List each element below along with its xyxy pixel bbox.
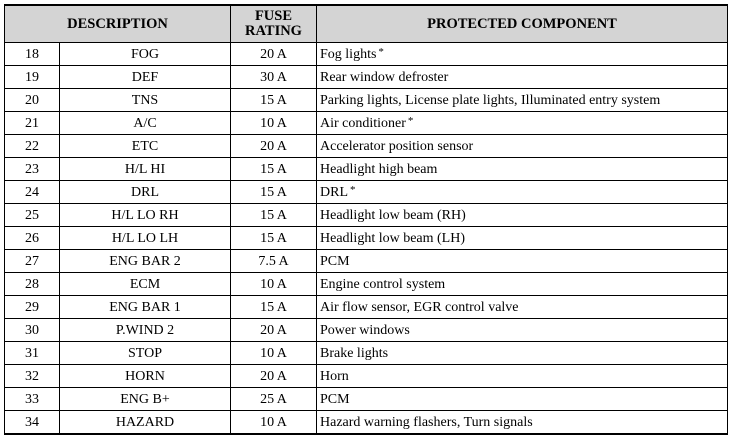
fuse-number-cell: 33 <box>5 388 60 411</box>
protected-component-cell <box>317 273 728 296</box>
protected-component-cell <box>317 365 728 388</box>
fuse-description-cell: ENG BAR 1 <box>60 296 231 319</box>
fuse-number-cell: 18 <box>5 43 60 66</box>
protected-component-text: Hazard warning flashers, Turn signals <box>320 414 533 430</box>
header-description: DESCRIPTION <box>5 5 231 43</box>
table-row <box>5 365 728 388</box>
fuse-rating-cell: 15 A <box>231 89 317 112</box>
table-body <box>5 43 728 435</box>
table-row <box>5 273 728 296</box>
fuse-rating-cell: 15 A <box>231 204 317 227</box>
protected-component-cell <box>317 342 728 365</box>
fuse-number-cell: 30 <box>5 319 60 342</box>
table-row <box>5 204 728 227</box>
table-row <box>5 66 728 89</box>
protected-component-text: Fog lights <box>320 46 377 62</box>
table-row <box>5 227 728 250</box>
table-row <box>5 43 728 66</box>
table-row <box>5 181 728 204</box>
protected-component-text: Horn <box>320 368 349 384</box>
footnote-asterisk: * <box>407 114 414 127</box>
protected-component-text: Air conditioner <box>320 115 406 131</box>
protected-component-text: Rear window defroster <box>320 69 449 85</box>
fuse-rating-cell: 10 A <box>231 411 317 435</box>
fuse-number-cell: 31 <box>5 342 60 365</box>
fuse-description-cell: HORN <box>60 365 231 388</box>
protected-component-cell <box>317 135 728 158</box>
fuse-number-cell: 19 <box>5 66 60 89</box>
fuse-description-cell: H/L LO LH <box>60 227 231 250</box>
protected-component-text: Engine control system <box>320 276 446 292</box>
protected-component-cell <box>317 158 728 181</box>
protected-component-text: Headlight high beam <box>320 161 438 177</box>
fuse-description-cell: HAZARD <box>60 411 231 435</box>
fuse-description-cell: FOG <box>60 43 231 66</box>
protected-component-cell <box>317 181 728 204</box>
table-row <box>5 158 728 181</box>
fuse-rating-cell: 15 A <box>231 227 317 250</box>
fuse-table <box>4 4 728 435</box>
table-row <box>5 89 728 112</box>
protected-component-text: Power windows <box>320 322 410 338</box>
fuse-description-cell: ENG BAR 2 <box>60 250 231 273</box>
table-header <box>5 5 728 43</box>
protected-component-text: Headlight low beam (RH) <box>320 207 466 223</box>
fuse-description-cell: H/L LO RH <box>60 204 231 227</box>
fuse-number-cell: 27 <box>5 250 60 273</box>
table-row <box>5 135 728 158</box>
header-protected-component: PROTECTED COMPONENT <box>317 5 728 43</box>
table-row <box>5 112 728 135</box>
fuse-description-cell: A/C <box>60 112 231 135</box>
fuse-number-cell: 34 <box>5 411 60 435</box>
protected-component-text: PCM <box>320 391 350 407</box>
table-row <box>5 411 728 435</box>
fuse-number-cell: 23 <box>5 158 60 181</box>
table-row <box>5 296 728 319</box>
table-row <box>5 319 728 342</box>
protected-component-cell <box>317 112 728 135</box>
fuse-number-cell: 22 <box>5 135 60 158</box>
fuse-rating-cell: 25 A <box>231 388 317 411</box>
fuse-rating-cell: 20 A <box>231 319 317 342</box>
fuse-description-cell: DRL <box>60 181 231 204</box>
protected-component-cell <box>317 250 728 273</box>
fuse-rating-cell: 30 A <box>231 66 317 89</box>
fuse-rating-cell: 15 A <box>231 158 317 181</box>
fuse-description-cell: STOP <box>60 342 231 365</box>
protected-component-text: Parking lights, License plate lights, Illuminated entry system <box>320 92 661 108</box>
table-row <box>5 388 728 411</box>
protected-component-cell <box>317 227 728 250</box>
protected-component-text: Headlight low beam (LH) <box>320 230 466 246</box>
protected-component-cell <box>317 319 728 342</box>
footnote-asterisk: * <box>350 183 356 196</box>
fuse-number-cell: 28 <box>5 273 60 296</box>
fuse-rating-cell: 15 A <box>231 296 317 319</box>
fuse-rating-cell: 20 A <box>231 365 317 388</box>
fuse-rating-cell: 20 A <box>231 135 317 158</box>
fuse-description-cell: P.WIND 2 <box>60 319 231 342</box>
protected-component-cell <box>317 296 728 319</box>
fuse-description-cell: ECM <box>60 273 231 296</box>
fuse-number-cell: 24 <box>5 181 60 204</box>
protected-component-text: Air flow sensor, EGR control valve <box>320 299 519 315</box>
fuse-number-cell: 21 <box>5 112 60 135</box>
fuse-rating-cell: 20 A <box>231 43 317 66</box>
fuse-number-cell: 25 <box>5 204 60 227</box>
fuse-number-cell: 26 <box>5 227 60 250</box>
protected-component-cell <box>317 411 728 435</box>
fuse-number-cell: 32 <box>5 365 60 388</box>
protected-component-cell <box>317 388 728 411</box>
header-fuse-rating <box>231 5 317 43</box>
fuse-description-cell: H/L HI <box>60 158 231 181</box>
protected-component-cell <box>317 89 728 112</box>
fuse-number-cell: 20 <box>5 89 60 112</box>
table-row <box>5 250 728 273</box>
protected-component-text: DRL <box>320 184 348 200</box>
fuse-description-cell: ENG B+ <box>60 388 231 411</box>
protected-component-cell <box>317 66 728 89</box>
protected-component-cell <box>317 204 728 227</box>
fuse-rating-cell: 15 A <box>231 181 317 204</box>
fuse-rating-cell: 7.5 A <box>231 250 317 273</box>
fuse-description-cell: DEF <box>60 66 231 89</box>
fuse-description-cell: ETC <box>60 135 231 158</box>
fuse-number-cell: 29 <box>5 296 60 319</box>
protected-component-text: Brake lights <box>320 345 389 361</box>
protected-component-cell <box>317 43 728 66</box>
protected-component-text: PCM <box>320 253 350 269</box>
table-row <box>5 342 728 365</box>
fuse-rating-cell: 10 A <box>231 273 317 296</box>
fuse-description-cell: TNS <box>60 89 231 112</box>
fuse-rating-cell: 10 A <box>231 342 317 365</box>
header-rating-line2: RATING <box>245 23 302 39</box>
fuse-rating-cell: 10 A <box>231 112 317 135</box>
header-row <box>5 5 728 43</box>
header-rating-line1: FUSE <box>254 8 293 24</box>
protected-component-text: Accelerator position sensor <box>320 138 474 154</box>
footnote-asterisk: * <box>378 45 384 58</box>
